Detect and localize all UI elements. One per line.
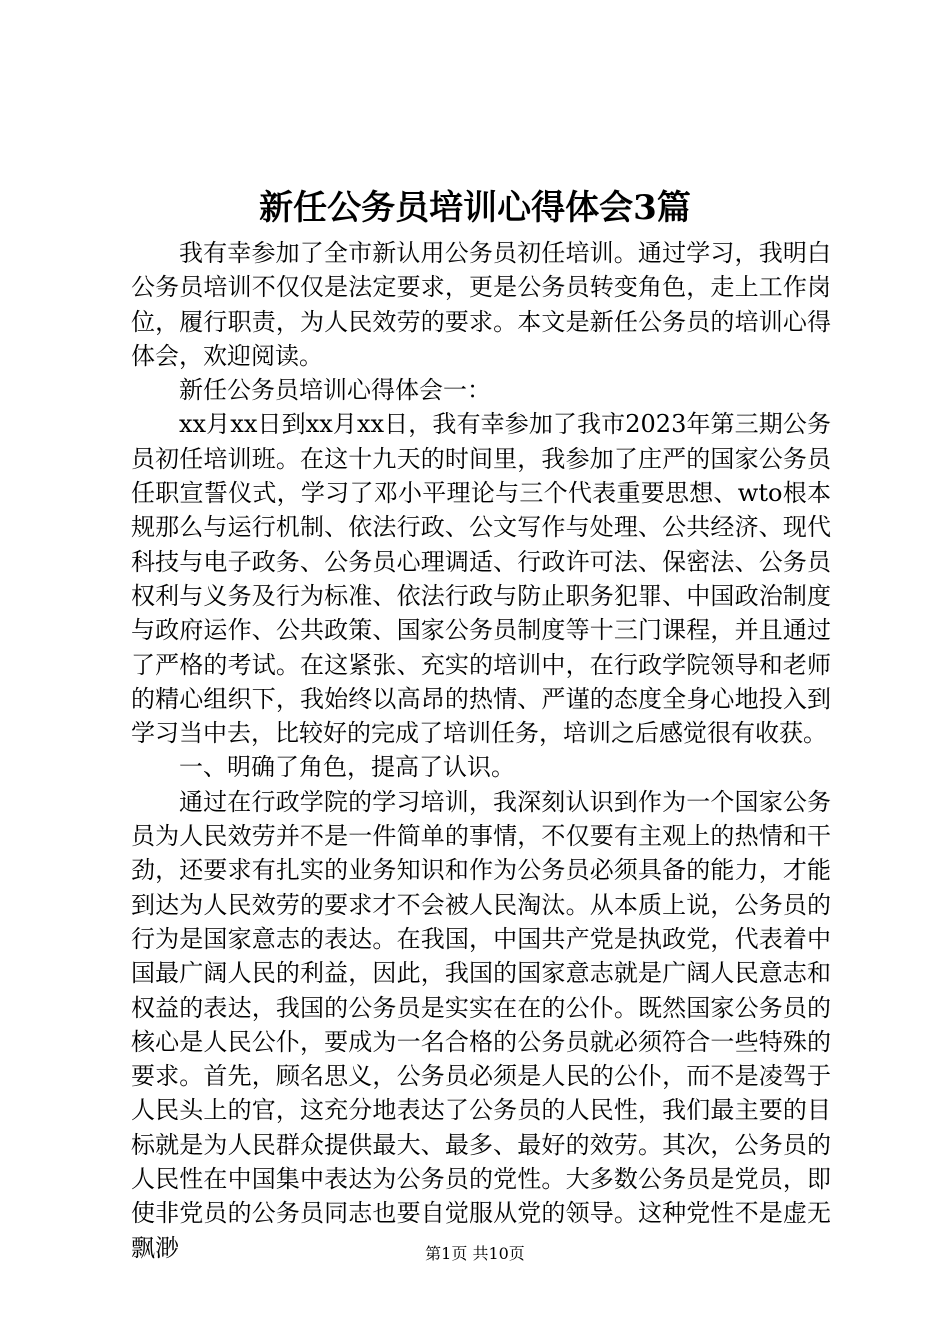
document-title: 新任公务员培训心得体会3篇 [259,188,691,228]
document-body [131,236,831,1265]
section-heading-part-one: 新任公务员培训心得体会一： [179,376,491,405]
role-recognition-paragraph: 通过在行政学院的学习培训，我深刻认识到作为一个国家公务员为人民效劳并不是一件简单的事情，不仅要有主观上的热情和干劲，还要求有扎实的业务知识和作为公务员必须具备的能力，才能到达为人民效劳的要求才不会被人民淘汰。从本质上说，公务员的行为是国家意志的表达。在我国，中国共产党是执政党，代表着中国最广阔人民的利益，因此，我国的国家意志就是广阔人民意志和权益的表达，我国的公务员是实实在在的公仆。既然国家公务员的核心是人民公仆，要成为一名合格的公务员就必须符合一些特殊的要求。首先，顾名思义，公务员必须是人民的公仆，而不是凌驾于人民头上的官，这充分地表达了公务员的人民性，我们最主要的目标就是为人民群众提供最大、最多、最好的效劳。其次，公务员的人民性在中国集中表达为公务员的党性。大多数公务员是党员，即使非党员的公务员同志也要自觉服从党的领导。这种党性不是虚无飘渺 [131,787,831,1262]
intro-paragraph: 我有幸参加了全市新认用公务员初任培训。通过学习，我明白公务员培训不仅仅是法定要求，更是公务员转变角色，走上工作岗位，履行职责，为人民效劳的要求。本文是新任公务员的培训心得体会，欢迎阅读。 [131,239,831,370]
page-number-footer: 第1页 共10页 [425,1244,525,1263]
subheading-role-recognition: 一、明确了角色，提高了认识。 [179,753,515,782]
training-summary-paragraph: xx月xx日到xx月xx日，我有幸参加了我市2023年第三期公务员初任培训班。在这十九天的时间里，我参加了庄严的国家公务员任职宣誓仪式，学习了邓小平理论与三个代表重要思想、wto根本规那么与运行机制、依法行政、公文写作与处理、公共经济、现代科技与电子政务、公务员心理调适、行政许可法、保密法、公务员权利与义务及行为标准、依法行政与防止职务犯罪、中国政治制度与政府运作、公共政策、国家公务员制度等十三门课程，并且通过了严格的考试。在这紧张、充实的培训中，在行政学院领导和老师的精心组织下，我始终以高昂的热情、严谨的态度全身心地投入到学习当中去，比较好的完成了培训任务，培训之后感觉很有收获。 [131,410,831,748]
